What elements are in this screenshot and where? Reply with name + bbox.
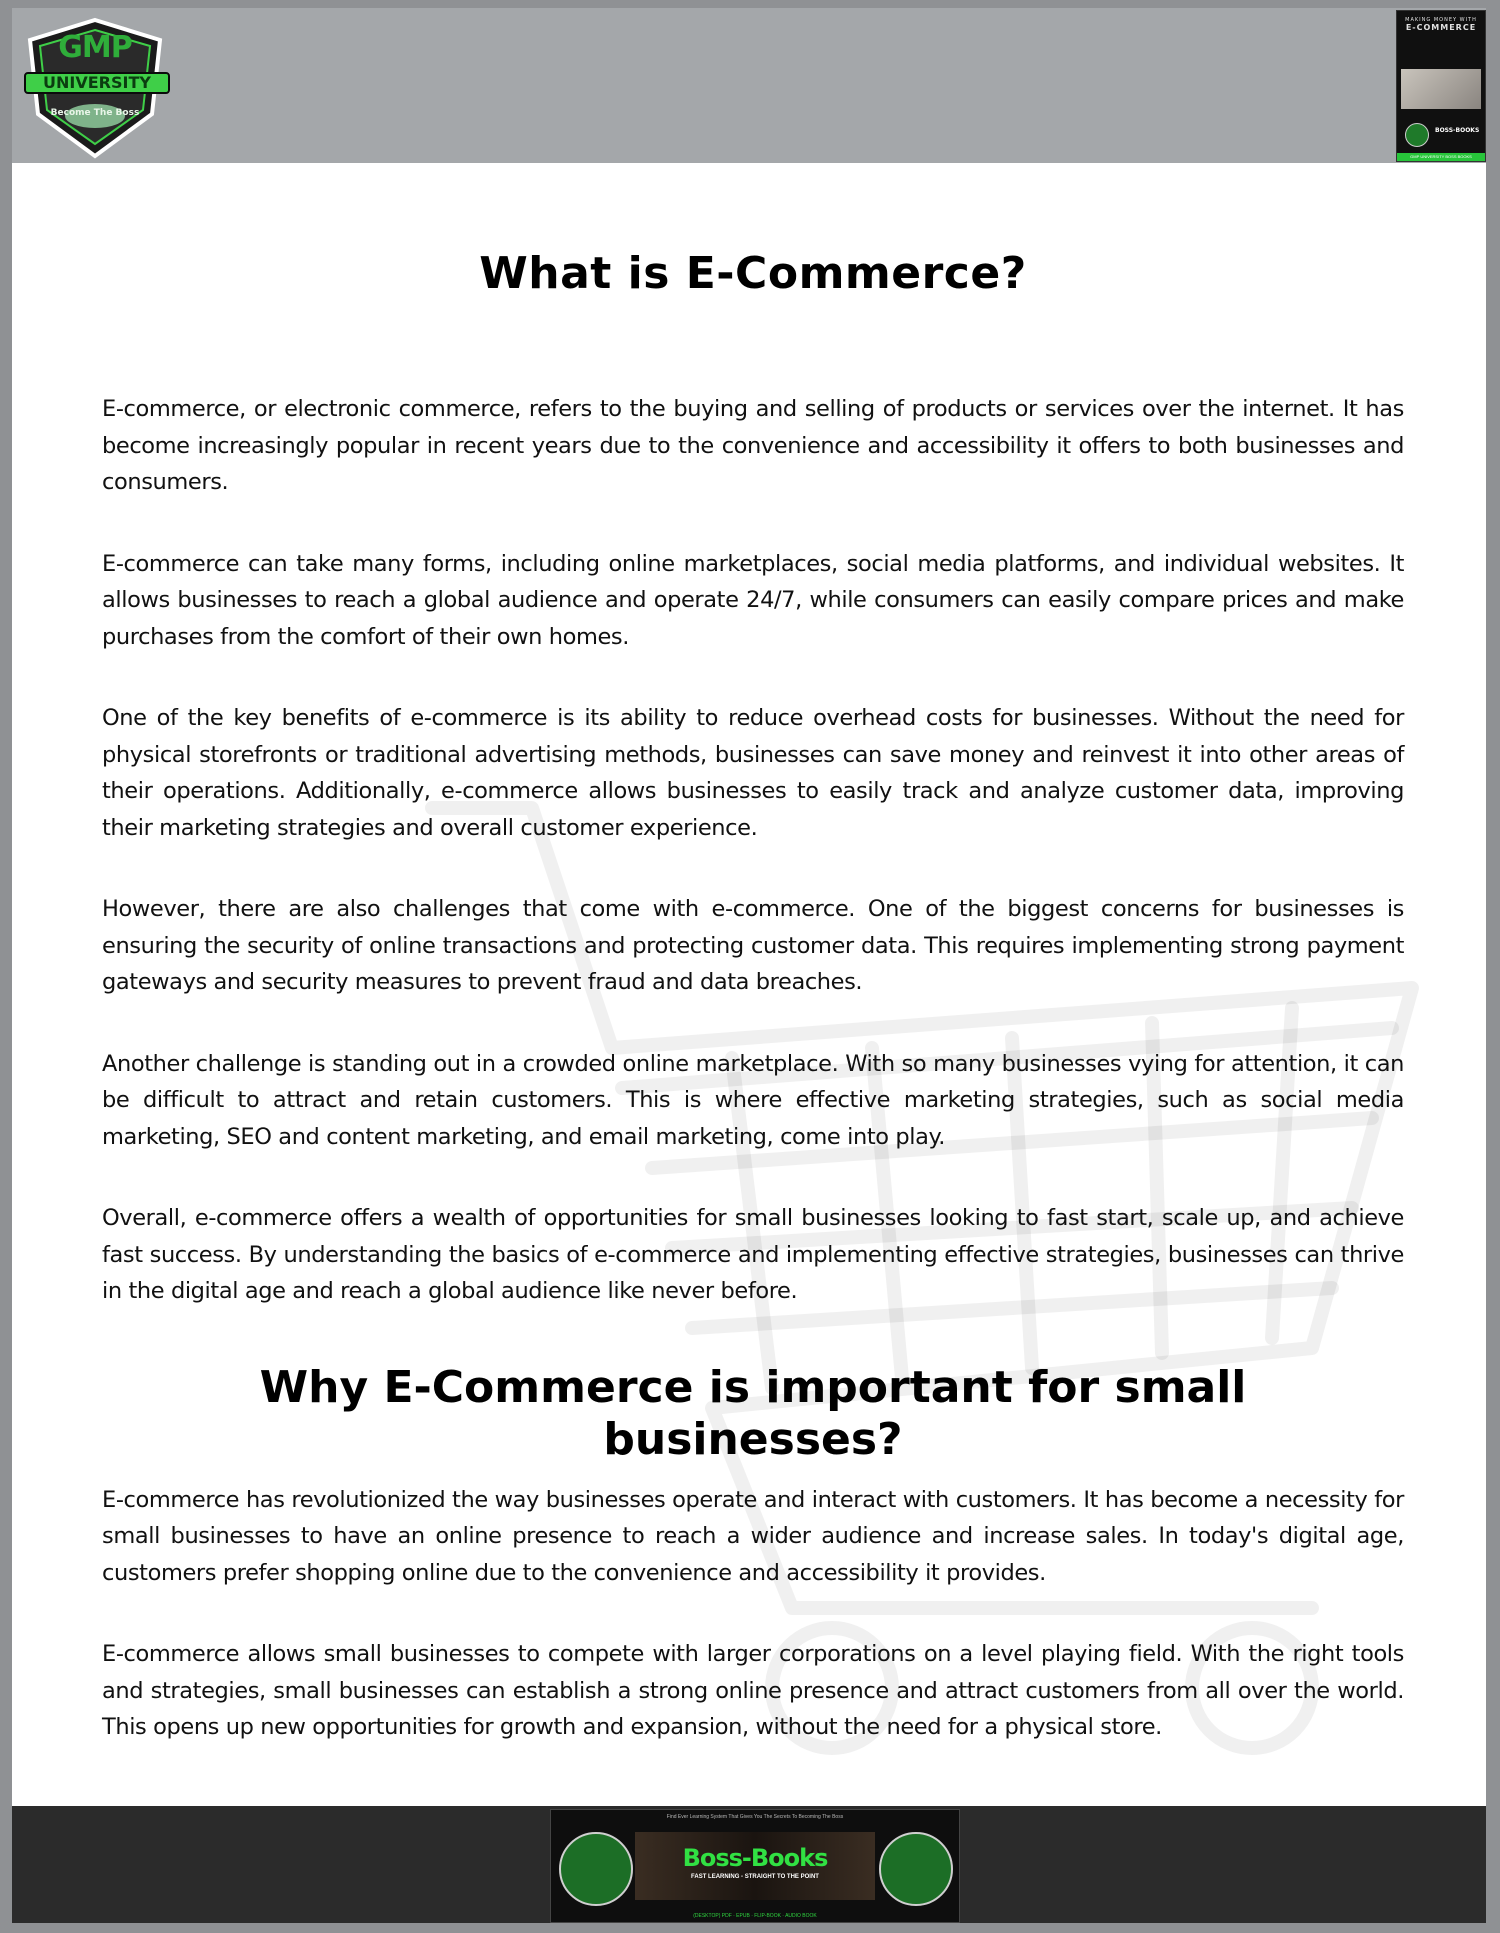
section-subtitle: Why E-Commerce is important for small businesses? — [259, 1361, 1247, 1465]
cover-title — [1397, 17, 1485, 31]
banner-logo-right-icon — [879, 1832, 953, 1906]
book-cover-thumbnail — [1396, 10, 1486, 162]
cover-logo-icon — [1405, 123, 1429, 147]
paragraph: However, there are also challenges that come with e-commerce. One of the biggest concerns for businesses is ensuring the security of online transactions and protecting customer data. This requires implementing strong payment gateways and security measures to prevent fraud and data breaches. — [102, 896, 1404, 995]
boss-books-banner — [550, 1809, 960, 1923]
cover-brand: BOSS-BOOKS — [1435, 127, 1480, 134]
paragraph: Another challenge is standing out in a crowded online marketplace. With so many businesses vying for attention, it can be difficult to attract and retain customers. This is where effective marketing strategies, such as social media marketing, SEO and content marketing, and email marketing, come into play. — [102, 1050, 1404, 1150]
cover-title-big: E-COMMERCE — [1405, 23, 1477, 32]
document-page — [12, 8, 1486, 1923]
paragraph: Overall, e-commerce offers a wealth of opportunities for small businesses looking to fast start, scale up, and achieve fast success. By understanding the basics of e-commerce and implementing effective strategies, businesses can thrive in the digital age and reach a global audience like never before. — [102, 1205, 1404, 1304]
paragraph: E-commerce can take many forms, including online marketplaces, social media platforms, and individual websites. It allows businesses to reach a global audience and operate 24/7, while consumers can easily compare prices and make purchases from the comfort of their own homes. — [102, 550, 1404, 650]
article-content — [102, 163, 1404, 1746]
logo-gmp-text: GMP — [58, 30, 132, 65]
article-title: What is E-Commerce? — [479, 248, 1027, 299]
cover-photo — [1401, 69, 1481, 109]
logo-tagline: Become The Boss — [50, 108, 140, 118]
banner-tagline: Find Ever Learning System That Gives You The Secrets To Becoming The Boss — [666, 1814, 844, 1820]
banner-logo-left-icon — [559, 1832, 633, 1906]
paragraph: E-commerce has revolutionized the way businesses operate and interact with customers. It has become a necessity for small businesses to have an online presence to reach a wider audience and increase sales. In today's digital age, customers prefer shopping online due to the convenience and accessibility it provides. — [102, 1486, 1404, 1586]
banner-subtitle: FAST LEARNING - STRAIGHT TO THE POINT — [691, 1874, 819, 1880]
banner-formats: (DESKTOP) PDF · EPUB · FLIP-BOOK · AUDIO BOOK — [693, 1913, 817, 1919]
page-header — [12, 8, 1486, 163]
paragraph: E-commerce allows small businesses to compete with larger corporations on a level playing field. With the right tools and strategies, small businesses can establish a strong online presence and attract customers from all over the world. This opens up new opportunities for growth and expansion, without the need for a physical store. — [102, 1641, 1404, 1740]
page-footer — [12, 1806, 1486, 1923]
paragraph: One of the key benefits of e-commerce is its ability to reduce overhead costs for businesses. Without the need for physical storefronts or traditional advertising methods, businesses can save money and reinvest it into other areas of their operations. Additionally, e-commerce allows businesses to easily track and analyze customer data, improving their marketing strategies and overall customer experience. — [102, 705, 1404, 841]
banner-title: Boss-Books — [682, 1844, 828, 1872]
paragraph: E-commerce, or electronic commerce, refers to the buying and selling of products or services over the internet. It has become increasingly popular in recent years due to the convenience and accessibility it offers to both businesses and consumers. — [102, 396, 1404, 495]
cover-strip: GMP UNIVERSITY BOSS BOOKS — [1397, 153, 1485, 161]
cover-title-small: MAKING MONEY WITH — [1405, 17, 1477, 23]
gmp-university-logo — [20, 16, 170, 161]
logo-university-text: UNIVERSITY — [24, 72, 170, 94]
